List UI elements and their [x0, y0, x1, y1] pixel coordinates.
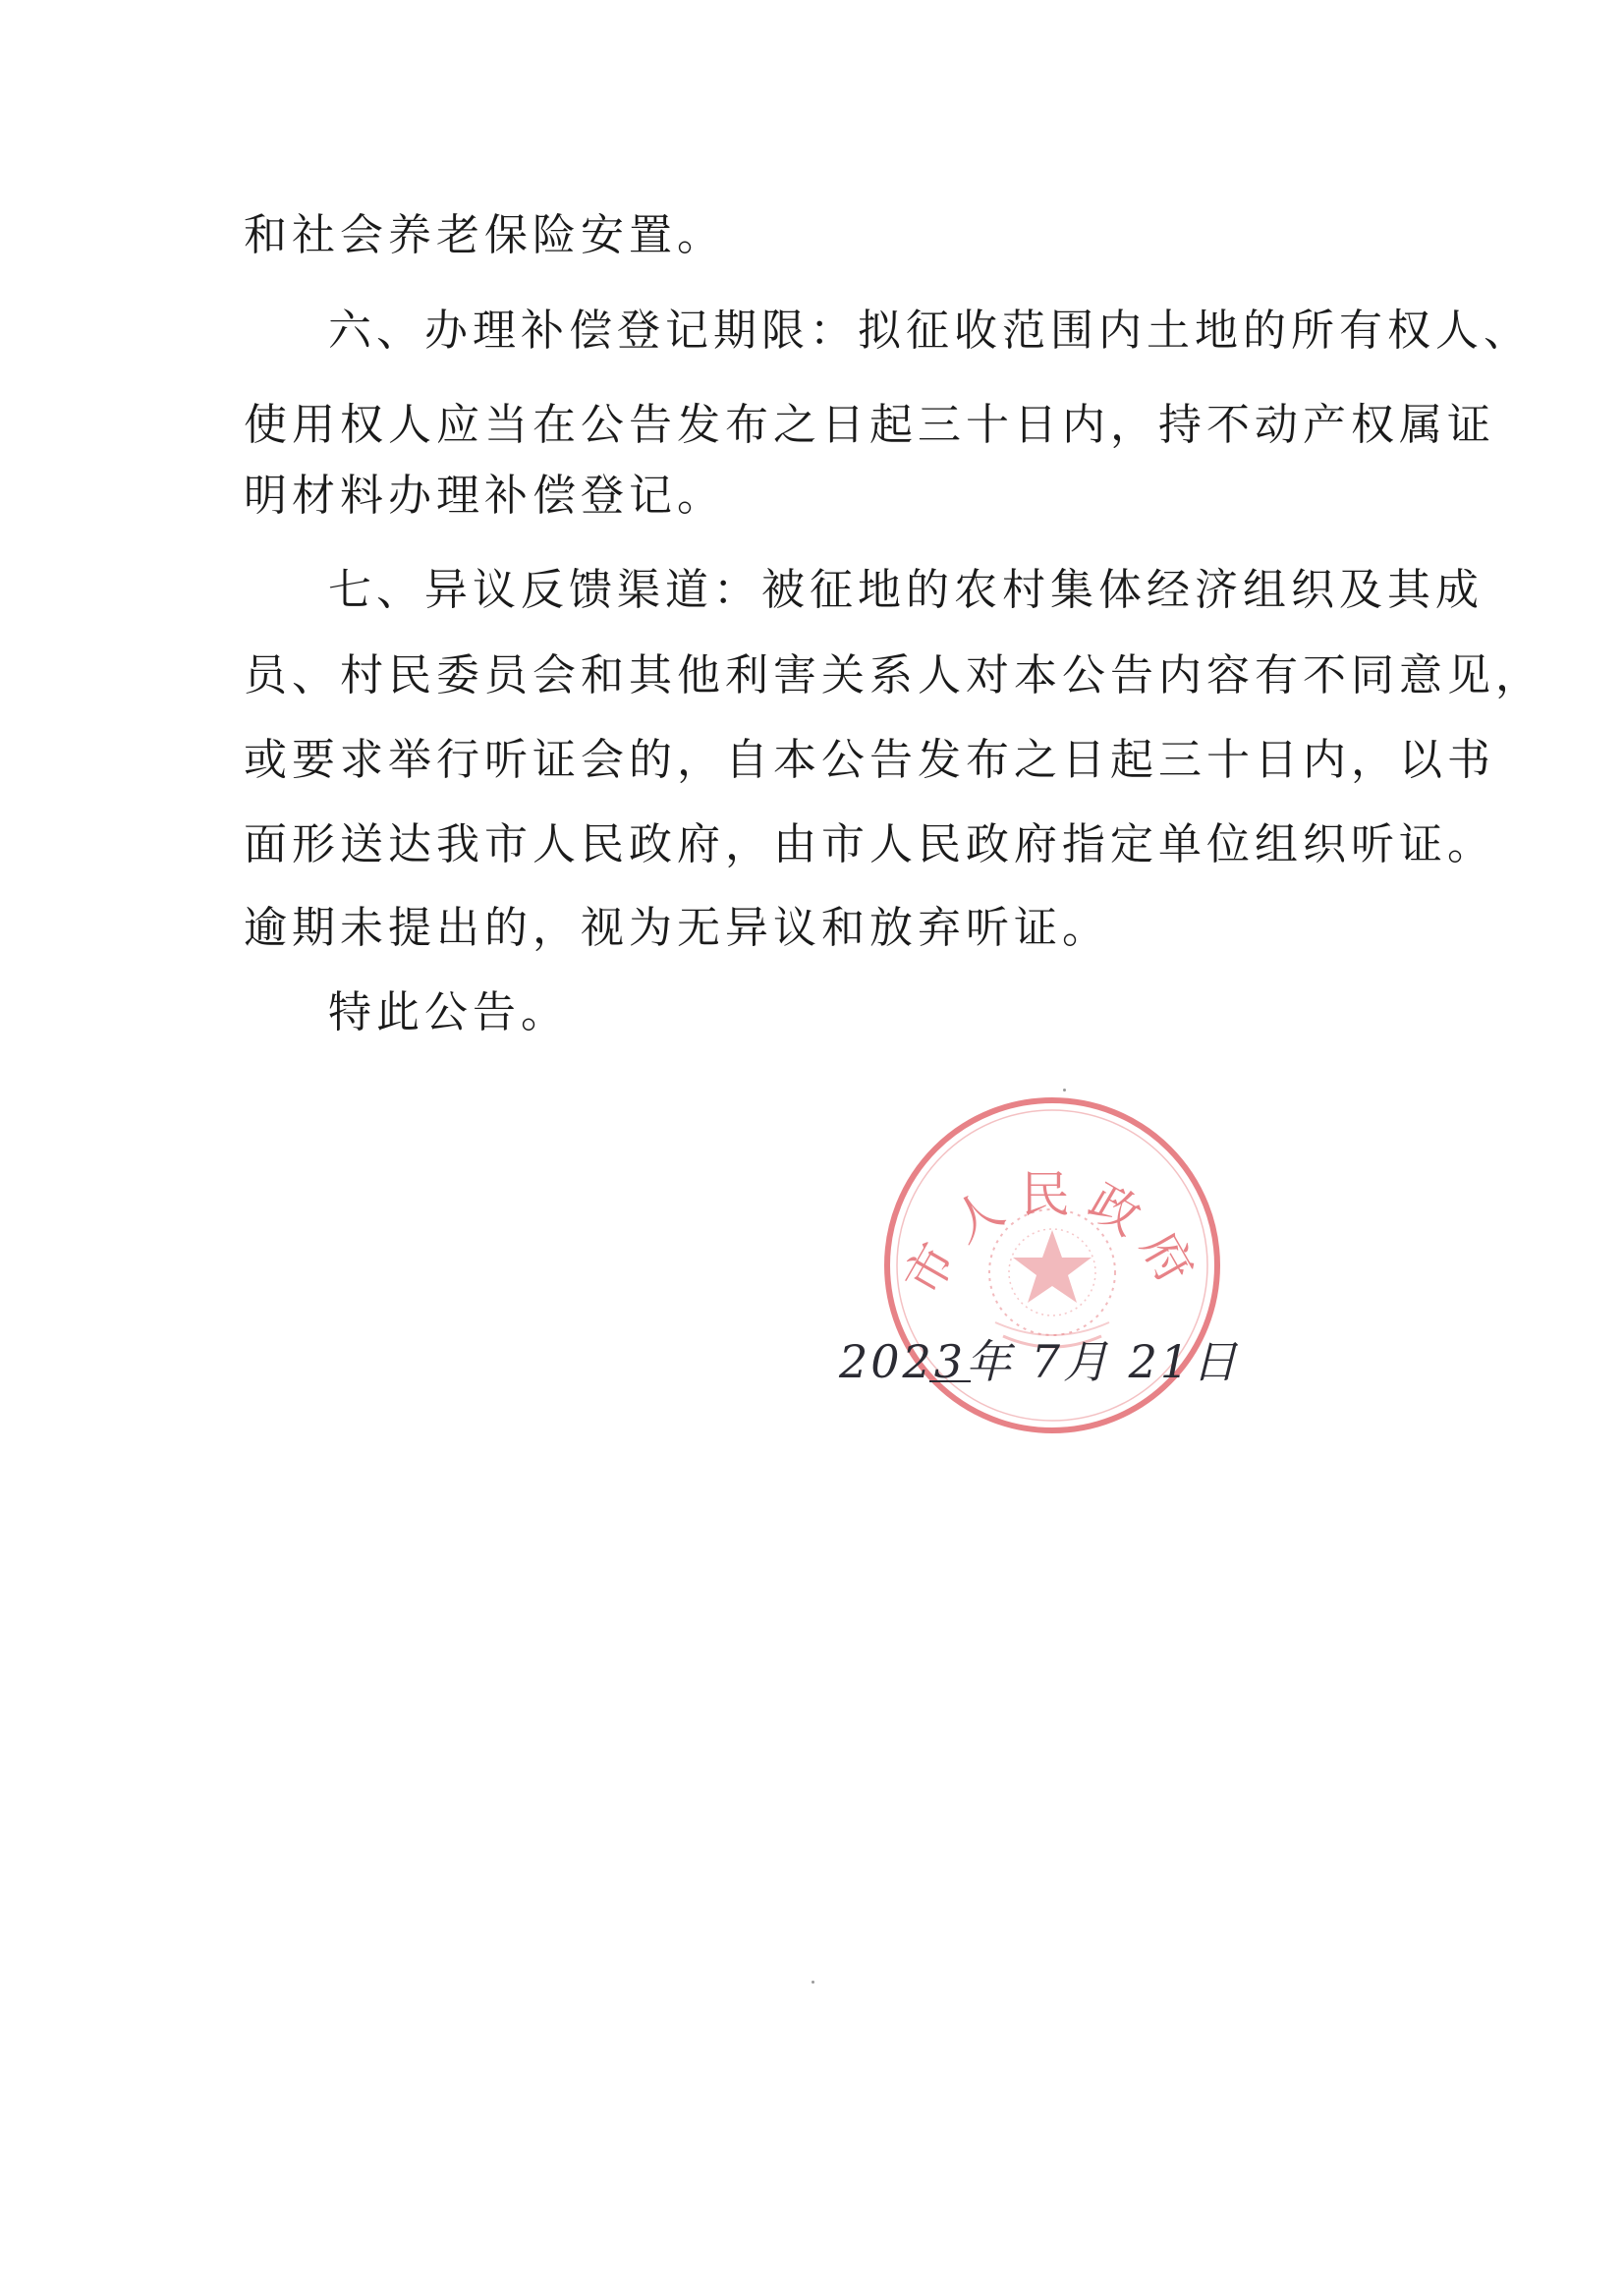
section-six-heading-line: 六、办理补偿登记期限：拟征收范围内土地的所有权人、 [328, 306, 1532, 356]
paragraph-line: 或要求举行听证会的，自本公告发布之日起三十日内，以书 [244, 735, 1495, 785]
closing-line: 特此公告。 [328, 987, 569, 1037]
scan-speck [1063, 1089, 1066, 1092]
paragraph-line: 明材料办理补偿登记。 [244, 471, 725, 521]
section-seven-heading-line: 七、异议反馈渠道：被征地的农村集体经济组织及其成 [328, 565, 1484, 615]
scan-speck [812, 1981, 814, 1984]
paragraph-line: 员、村民委员会和其他利害关系人对本公告内容有不同意见， [244, 650, 1543, 700]
paragraph-line: 逾期未提出的，视为无异议和放弃听证。 [244, 903, 1110, 953]
handwritten-date-signature [833, 1322, 1241, 1393]
paragraph-line: 和社会养老保险安置。 [244, 210, 725, 260]
paragraph-line: 使用权人应当在公告发布之日起三十日内，持不动产权属证 [244, 400, 1495, 450]
signature-date-text: 2023年 7月 21日 [839, 1335, 1241, 1388]
paragraph-line: 面形送达我市人民政府，由市人民政府指定单位组织听证。 [244, 819, 1495, 869]
seal-text: 市人民政府 [893, 1165, 1211, 1306]
